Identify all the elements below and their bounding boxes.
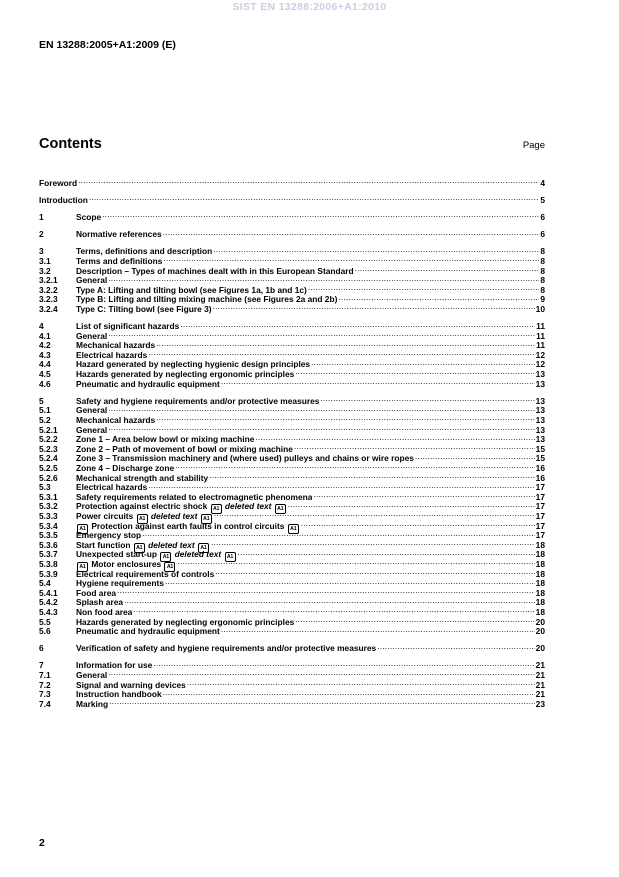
dot-leader <box>212 245 539 255</box>
watermark: SIST EN 13288:2006+A1:2010 <box>232 1 387 13</box>
toc-entry-page: 18 <box>535 606 545 617</box>
dot-leader <box>294 615 534 625</box>
toc-entry-title <box>76 493 312 503</box>
toc-entry-page: 13 <box>535 415 545 426</box>
toc-entry-page: 8 <box>540 284 545 295</box>
amendment-marker-icon: A1 <box>288 524 299 534</box>
dot-leader <box>162 688 535 698</box>
toc-entry[interactable] <box>39 193 545 203</box>
toc-entry-number: 5.2.3 <box>39 443 58 454</box>
toc-entry-number: 5.2 <box>39 415 51 426</box>
dot-leader <box>254 433 534 443</box>
toc-entry-number: 5.2.2 <box>39 434 58 445</box>
toc-entry-number: 5.5 <box>39 616 51 627</box>
toc-entry-title-text: Zone 2 – Path of movement of bowl or mixing machine <box>76 444 293 454</box>
toc-entry-page: 13 <box>535 395 545 406</box>
dot-leader <box>293 442 535 452</box>
dot-leader <box>310 358 535 368</box>
toc-entry-number: 3.2.4 <box>39 303 58 314</box>
amendment-marker-icon: A1 <box>211 504 222 514</box>
toc-entry-number: 3.2.2 <box>39 284 58 295</box>
toc-entry-title <box>76 589 116 599</box>
toc-entry-title-text: Electrical hazards <box>76 483 148 493</box>
toc-entry-page: 21 <box>535 670 545 681</box>
toc-entry-number: 5.2.4 <box>39 453 58 464</box>
toc-entry-title-text: Pneumatic and hydraulic equipment <box>76 379 220 389</box>
toc-entry-page: 21 <box>535 660 545 671</box>
dot-leader <box>312 490 534 500</box>
toc-entry-title <box>76 276 107 286</box>
toc-entry-page: 9 <box>540 294 545 305</box>
dot-leader <box>116 586 535 596</box>
dot-leader <box>354 264 540 274</box>
toc-entry-title-text: Hygiene requirements <box>76 579 164 589</box>
dot-leader <box>107 668 534 678</box>
deleted-text-note: deleted text <box>148 511 198 521</box>
toc-entry-title-text: Scope <box>76 212 102 222</box>
amendment-marker-icon: A1 <box>134 543 145 553</box>
toc-entry-number: 5.3.9 <box>39 568 58 579</box>
toc-entry-number: 5.3.8 <box>39 558 58 569</box>
toc-entry[interactable] <box>39 210 545 220</box>
toc-entry[interactable] <box>39 433 545 443</box>
toc-entry-page: 17 <box>535 482 545 493</box>
toc-entry-number: 7.1 <box>39 670 51 681</box>
toc-entry-page: 8 <box>540 246 545 257</box>
toc-entry[interactable] <box>39 659 545 669</box>
table-of-contents <box>39 176 545 707</box>
toc-entry-page: 8 <box>540 275 545 286</box>
toc-entry-number: 5 <box>39 395 44 406</box>
toc-entry-number: 2 <box>39 229 44 240</box>
toc-entry-title-text: Electrical hazards <box>76 350 148 360</box>
toc-entry-number: 7.4 <box>39 698 51 709</box>
dot-leader <box>162 254 539 264</box>
toc-entry-title-text: Unexpected start-up <box>76 550 160 560</box>
toc-entry-page: 23 <box>535 698 545 709</box>
toc-entry-page: 18 <box>535 558 545 569</box>
toc-entry-number: 5.1 <box>39 405 51 416</box>
toc-entry[interactable] <box>39 228 545 238</box>
toc-entry-number: 7.2 <box>39 679 51 690</box>
toc-entry-title-text: Emergency stop <box>76 531 142 541</box>
toc-entry[interactable] <box>39 668 545 681</box>
toc-entry-title-text: General <box>76 671 108 681</box>
toc-entry-page: 13 <box>535 424 545 435</box>
dot-leader <box>155 413 535 423</box>
toc-entry-title <box>76 608 132 618</box>
dot-leader <box>123 596 535 606</box>
dot-leader <box>337 293 539 303</box>
dot-leader <box>186 678 535 688</box>
toc-entry-page: 6 <box>540 211 545 222</box>
toc-entry-title-text: Protection against earth faults in control circuits <box>89 521 287 531</box>
toc-entry-page: 6 <box>540 229 545 240</box>
dot-leader <box>307 283 540 293</box>
toc-entry-page: 20 <box>535 616 545 627</box>
toc-entry-title <box>76 627 220 637</box>
toc-entry-title <box>76 213 101 223</box>
toc-entry-title-text: Zone 1 – Area below bowl or mixing machine <box>76 435 255 445</box>
amendment-marker-icon: A1 <box>201 514 212 524</box>
toc-entry-title <box>76 445 293 455</box>
toc-entry[interactable] <box>39 394 545 404</box>
toc-entry-title-text: Start function <box>76 540 133 550</box>
toc-entry-title-text: Signal and warning devices <box>76 680 186 690</box>
toc-entry-title-text: Description – Types of machines dealt with in this European Standard <box>76 266 354 276</box>
deleted-text-note: deleted text <box>172 550 222 560</box>
toc-entry-page: 11 <box>536 330 545 341</box>
toc-entry-page: 15 <box>535 453 545 464</box>
toc-entry-page: 13 <box>535 434 545 445</box>
toc-entry[interactable] <box>39 329 545 339</box>
toc-entry-number: 3.2.1 <box>39 275 58 286</box>
toc-entry-number: 5.4 <box>39 578 51 589</box>
toc-entry-page: 12 <box>535 349 545 360</box>
dot-leader <box>141 529 535 539</box>
dot-leader <box>107 274 539 284</box>
toc-entry-title <box>76 406 107 416</box>
toc-entry-number: 6 <box>39 643 44 654</box>
toc-entry-title-text: Normative references <box>76 230 162 240</box>
page-column-label: Page <box>522 140 545 151</box>
toc-entry-number: 4.3 <box>39 349 51 360</box>
toc-entry-title <box>76 700 108 710</box>
toc-entry-title <box>76 341 155 351</box>
toc-entry[interactable] <box>39 413 545 426</box>
dot-leader <box>294 367 534 377</box>
toc-entry-title-text: General <box>76 331 108 341</box>
toc-entry-number: 5.2.1 <box>39 424 58 435</box>
dot-leader <box>107 329 535 339</box>
toc-entry[interactable] <box>39 283 545 293</box>
toc-entry-number: 5.2.6 <box>39 472 58 483</box>
toc-entry-title-text: Type B: Lifting and tilting mixing machine (see Figures 2a and 2b) <box>76 295 338 305</box>
toc-entry-title <box>76 257 162 267</box>
dot-leader <box>414 452 535 462</box>
toc-entry-title-text: Mechanical strength and stability <box>76 473 209 483</box>
toc-entry[interactable] <box>39 274 545 284</box>
toc-entry-number: 7 <box>39 660 44 671</box>
deleted-text-note: deleted text <box>145 540 195 550</box>
toc-entry-title-text: Splash area <box>76 598 124 608</box>
toc-entry-page: 10 <box>535 303 545 314</box>
toc-entry-title <box>76 671 107 681</box>
toc-entry-title-text: Safety requirements related to electromagnetic phenomena <box>76 492 313 502</box>
amendment-marker-icon: A1 <box>77 524 88 534</box>
toc-entry-page: 17 <box>535 520 545 531</box>
toc-entry-title-text: Food area <box>76 588 117 598</box>
toc-entry-number: 5.3.2 <box>39 501 58 512</box>
amendment-marker-icon: A1 <box>77 562 88 572</box>
toc-entry-page: 8 <box>540 265 545 276</box>
dot-leader <box>214 567 534 577</box>
toc-entry-number: 5.2.5 <box>39 463 58 473</box>
toc-entry[interactable] <box>39 697 545 707</box>
toc-entry-title <box>76 286 307 296</box>
dot-leader <box>132 605 534 615</box>
dot-leader <box>300 519 535 529</box>
toc-entry-number: 5.3.7 <box>39 549 58 560</box>
toc-entry-page: 13 <box>535 378 545 389</box>
toc-entry-title-text: Mechanical hazards <box>76 341 156 351</box>
toc-entry-page: 16 <box>535 463 545 473</box>
toc-entry-page: 18 <box>535 578 545 589</box>
dot-leader <box>319 394 534 404</box>
toc-entry-title-text: Protection against electric shock <box>76 502 210 512</box>
toc-entry-title <box>76 230 162 240</box>
toc-entry-title-text: General <box>76 276 108 286</box>
dot-leader <box>164 577 535 587</box>
toc-entry-title-text: Information for use <box>76 661 153 671</box>
toc-entry-page: 18 <box>535 568 545 579</box>
toc-entry-title <box>76 531 141 541</box>
toc-entry-title <box>76 351 147 361</box>
toc-entry-title <box>76 426 107 436</box>
dot-leader <box>155 339 535 349</box>
toc-entry-number: 3.2 <box>39 265 51 276</box>
toc-entry-number: 5.4.3 <box>39 606 58 617</box>
dot-leader <box>174 461 534 471</box>
toc-entry[interactable] <box>39 245 545 255</box>
toc-entry-title-text: Introduction <box>39 195 88 205</box>
document-id: EN 13288:2005+A1:2009 (E) <box>39 39 176 51</box>
toc-entry-number: 5.6 <box>39 626 51 637</box>
toc-entry-number: 3 <box>39 246 44 257</box>
toc-entry-title-text: Terms, definitions and description <box>76 247 213 257</box>
toc-entry-title-text: Motor enclosures <box>89 559 164 569</box>
toc-entry-page: 17 <box>535 530 545 541</box>
toc-entry-title-text: Verification of safety and hygiene requirements and/or protective measures <box>76 644 377 654</box>
toc-entry-number: 4.5 <box>39 369 51 380</box>
toc-entry-number: 3.1 <box>39 255 51 266</box>
toc-entry-title-text: Safety and hygiene requirements and/or protective measures <box>76 396 320 406</box>
toc-entry-page: 15 <box>535 443 545 454</box>
toc-entry-page: 13 <box>535 369 545 380</box>
toc-entry-page: 11 <box>536 340 545 351</box>
toc-entry[interactable] <box>39 339 545 349</box>
toc-entry-title-text: Hazards generated by neglecting ergonomic principles <box>76 617 295 627</box>
toc-entry-page: 21 <box>535 689 545 700</box>
page-title: Contents <box>39 136 102 152</box>
toc-entry-page: 18 <box>535 549 545 560</box>
toc-entry-number: 5.3.4 <box>39 520 58 531</box>
toc-entry-number: 4.1 <box>39 330 51 341</box>
toc-entry-page: 13 <box>535 405 545 416</box>
toc-entry-title-text: Marking <box>76 699 109 709</box>
dot-leader <box>220 625 535 635</box>
page-number: 2 <box>39 837 45 849</box>
amendment-marker-icon: A1 <box>164 562 175 572</box>
toc-entry-number: 5.3 <box>39 482 51 493</box>
toc-entry[interactable] <box>39 176 545 186</box>
amendment-marker-icon: A1 <box>137 514 148 524</box>
toc-entry-page: 5 <box>540 194 545 205</box>
toc-entry-page: 18 <box>535 587 545 598</box>
toc-entry[interactable] <box>39 678 545 688</box>
toc-entry-title-text: Type C: Tilting bowl (see Figure 3) <box>76 304 212 314</box>
amendment-marker-icon: A1 <box>160 552 171 562</box>
toc-entry-page: 17 <box>535 501 545 512</box>
toc-entry-number: 5.4.2 <box>39 597 58 608</box>
toc-entry-title-text: General <box>76 406 108 416</box>
dot-leader <box>101 210 539 220</box>
toc-entry-page: 21 <box>535 679 545 690</box>
toc-entry-number: 3.2.3 <box>39 294 58 305</box>
amendment-marker-icon: A1 <box>275 504 286 514</box>
toc-entry-title-text: Non food area <box>76 607 133 617</box>
toc-entry-number: 5.3.3 <box>39 510 58 521</box>
toc-entry[interactable] <box>39 404 545 414</box>
dot-leader <box>107 404 534 414</box>
toc-entry-number: 5.4.1 <box>39 587 58 598</box>
amendment-marker-icon: A1 <box>198 543 209 553</box>
dot-leader <box>147 348 534 358</box>
dot-leader <box>237 548 535 558</box>
toc-entry-title-text: Foreword <box>39 178 78 188</box>
toc-entry-page: 8 <box>540 255 545 266</box>
toc-entry-page: 18 <box>535 597 545 608</box>
toc-entry-title-text: Instruction handbook <box>76 690 162 700</box>
toc-entry-title-text: Terms and definitions <box>76 256 163 266</box>
dot-leader <box>77 176 539 186</box>
toc-entry-title-text <box>195 541 197 550</box>
toc-entry-number: 5.3.6 <box>39 539 58 550</box>
dot-leader <box>162 228 540 238</box>
toc-entry-title-text: Zone 4 – Discharge zone <box>76 464 175 473</box>
toc-entry-title <box>39 179 77 189</box>
deleted-text-note: deleted text <box>222 502 272 512</box>
toc-entry-number: 7.3 <box>39 689 51 700</box>
dot-leader <box>212 302 535 312</box>
toc-entry-title <box>76 360 310 370</box>
toc-entry-title <box>76 435 254 445</box>
toc-entry-title-text: Pneumatic and hydraulic equipment <box>76 627 220 637</box>
toc-entry-title <box>76 598 123 608</box>
toc-entry-title-text: Zone 3 – Transmission machinery and (where used) pulleys and chains or wire ropes <box>76 454 414 464</box>
toc-entry-page: 4 <box>540 177 545 188</box>
toc-entry[interactable] <box>39 423 545 433</box>
dot-leader <box>88 193 539 203</box>
toc-entry-number: 4.2 <box>39 340 51 351</box>
toc-entry-title <box>76 332 107 342</box>
toc-entry-title-text: Type A: Lifting and tilting bowl (see Figures 1a, 1b and 1c) <box>76 285 307 295</box>
toc-entry-number: 4 <box>39 321 44 332</box>
amendment-marker-icon: A1 <box>225 552 236 562</box>
toc-entry-number: 5.3.1 <box>39 491 58 502</box>
toc-entry-title-text: General <box>76 425 108 435</box>
toc-entry-title <box>76 305 212 315</box>
dot-leader <box>287 500 535 510</box>
toc-entry-page: 20 <box>535 626 545 637</box>
toc-entry-page: 18 <box>535 539 545 550</box>
dot-leader <box>152 659 534 669</box>
toc-entry-title-text: List of significant hazards <box>76 322 180 332</box>
dot-leader <box>210 538 535 548</box>
toc-entry-title <box>39 196 88 206</box>
dot-leader <box>213 509 535 519</box>
toc-entry-title-text: Electrical requirements of controls <box>76 569 215 579</box>
dot-leader <box>147 481 534 491</box>
toc-entry-number: 1 <box>39 211 44 222</box>
dot-leader <box>220 377 535 387</box>
dot-leader <box>176 557 534 567</box>
toc-entry-number: 5.3.5 <box>39 530 58 541</box>
toc-entry-title-text: Hazards generated by neglecting ergonomic principles <box>76 370 295 380</box>
toc-entry-number: 4.4 <box>39 359 51 370</box>
toc-entry-title <box>76 380 220 390</box>
dot-leader <box>108 697 535 707</box>
toc-entry-title <box>76 644 376 654</box>
toc-entry-number: 4.6 <box>39 378 51 389</box>
toc-entry-page: 16 <box>535 472 545 483</box>
toc-entry-page: 17 <box>535 491 545 502</box>
toc-entry-title <box>76 483 147 493</box>
toc-entry-title-text: Mechanical hazards <box>76 416 156 426</box>
toc-entry-page: 17 <box>535 510 545 521</box>
toc-entry[interactable] <box>39 320 545 330</box>
dot-leader <box>376 642 534 652</box>
dot-leader <box>179 320 535 330</box>
toc-entry-title <box>76 464 174 474</box>
toc-entry-title-text: Power circuits <box>76 511 136 521</box>
dot-leader <box>208 471 535 481</box>
toc-entry-page: 20 <box>535 643 545 654</box>
toc-entry-page: 12 <box>535 359 545 370</box>
toc-entry[interactable] <box>39 642 545 652</box>
toc-entry-title-text <box>197 512 199 521</box>
toc-entry-title-text: Hazard generated by neglecting hygienic design principles <box>76 360 311 370</box>
toc-entry-page: 11 <box>536 321 545 332</box>
dot-leader <box>107 423 534 433</box>
